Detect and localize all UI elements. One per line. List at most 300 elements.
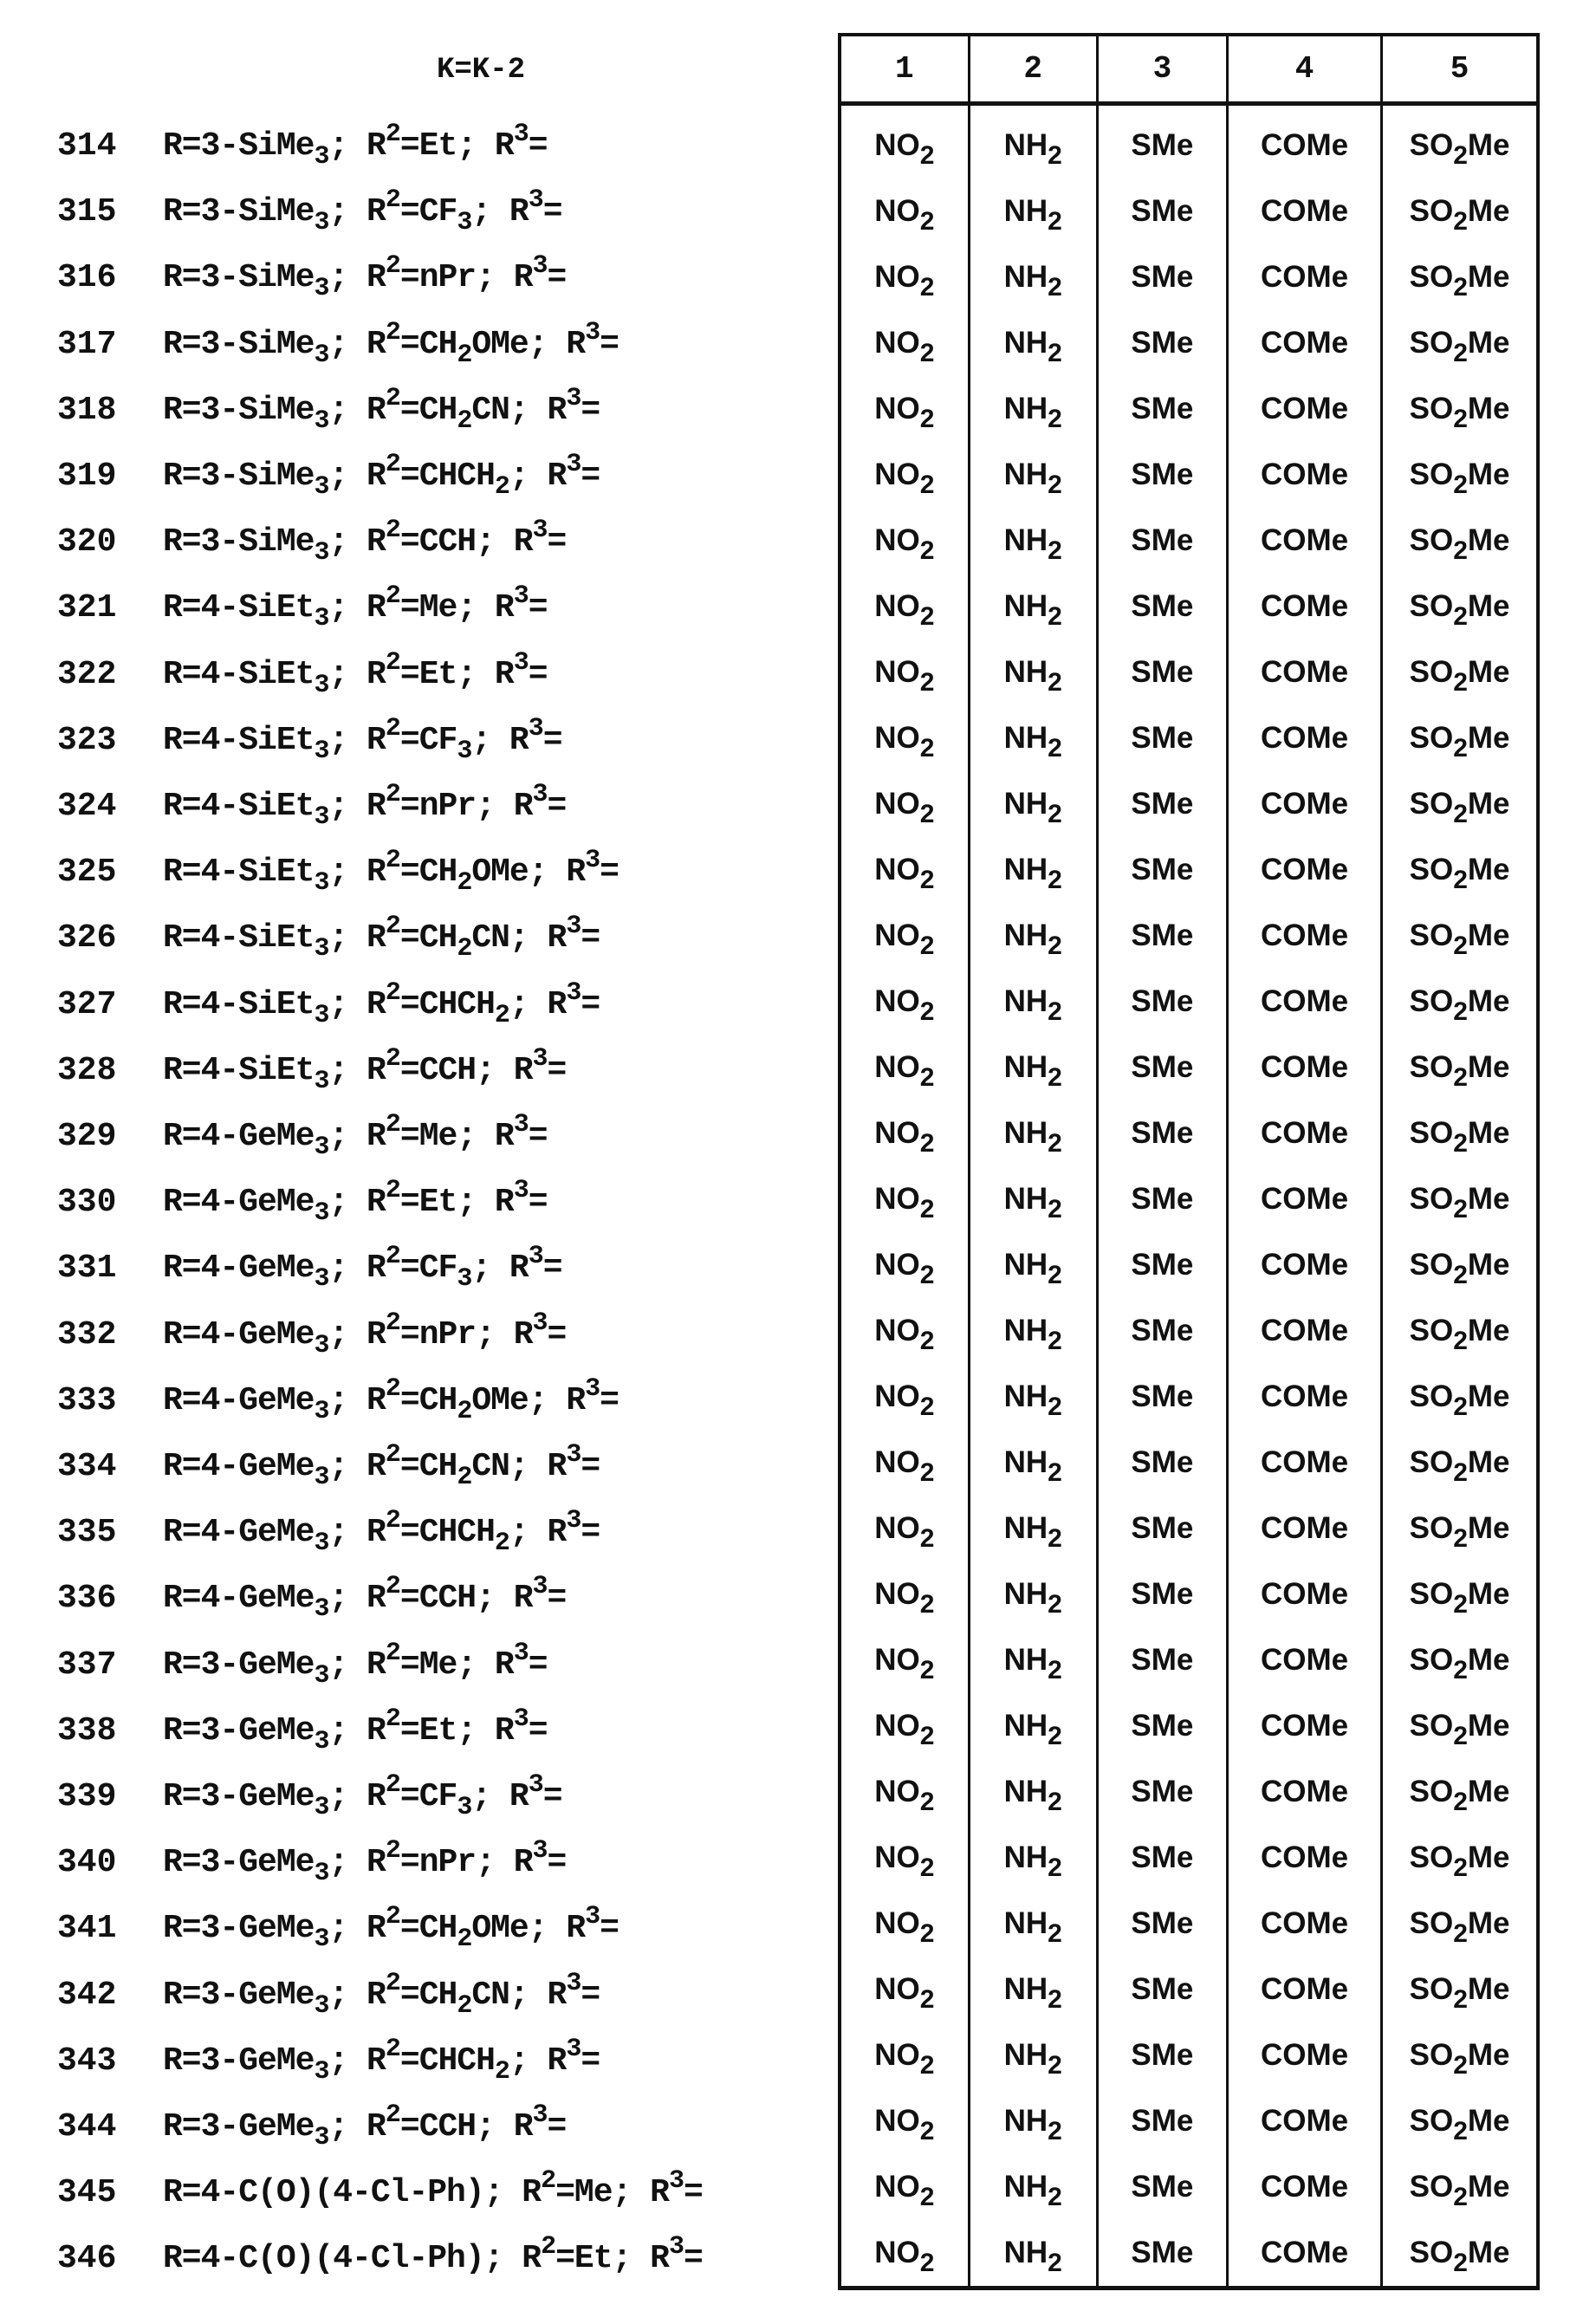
subscript: 2 xyxy=(494,1529,509,1559)
subscript: 2 xyxy=(1453,1985,1468,2014)
substituent-cell-1: $NO_2$ xyxy=(874,1577,935,1619)
substituent-cell-1: $NO_2$ xyxy=(874,919,935,960)
table-row xyxy=(840,1364,1538,1430)
compound-row xyxy=(0,2162,823,2228)
column-header-2: 2 xyxy=(969,35,1097,104)
subscript: 2 xyxy=(919,1129,935,1158)
subscript: 2 xyxy=(919,602,935,631)
compound-number: 314 xyxy=(57,127,117,165)
subscript: 3 xyxy=(314,802,329,832)
subscript: 2 xyxy=(1048,866,1062,894)
compound-formula: R=4-SiEt$_3$; $R^2=Et$; $R^3=$ xyxy=(163,647,548,700)
substituent-cell-4: COMe xyxy=(1227,1035,1381,1100)
column-header-5: 5 xyxy=(1382,35,1538,104)
subscript: 2 xyxy=(919,1985,935,2014)
superscript: 2 xyxy=(385,1836,400,1866)
compound-number: 323 xyxy=(57,721,117,759)
subscript: 2 xyxy=(1453,1327,1468,1355)
substituent-cell-2: $NH_2$ xyxy=(969,1693,1097,1759)
substituent-cell-2: $NH_2$ xyxy=(969,1759,1097,1825)
subscript: 2 xyxy=(919,1392,935,1421)
subscript: 2 xyxy=(919,2117,935,2145)
header-row xyxy=(840,35,1538,104)
superscript: 3 xyxy=(566,2034,581,2064)
subscript: 2 xyxy=(1453,1853,1468,1882)
superscript: 2 xyxy=(385,713,400,743)
compound-number: 329 xyxy=(57,1118,117,1155)
superscript: 2 xyxy=(385,450,400,479)
compound-number: 332 xyxy=(57,1315,117,1354)
table-row xyxy=(840,1693,1538,1759)
superscript: 3 xyxy=(513,581,529,612)
subscript: 2 xyxy=(919,1853,935,1882)
substituent-cell-3: SMe xyxy=(1097,179,1227,244)
substituent-cell-4: COMe xyxy=(1227,2088,1381,2154)
compound-row xyxy=(0,1568,823,1633)
table-row xyxy=(840,837,1538,903)
substituent-cell-1: $NO_2$ xyxy=(874,1314,935,1355)
substituent-cell-5: $SO_2Me$ xyxy=(1382,244,1538,310)
superscript: 3 xyxy=(585,317,600,347)
subscript: 2 xyxy=(1048,1919,1062,1948)
substituent-cell-5: $SO_2Me$ xyxy=(1382,1561,1538,1627)
compound-number: 317 xyxy=(57,325,117,363)
substituent-cell-2: $NH_2$ xyxy=(969,2220,1097,2288)
subscript: 2 xyxy=(1453,1195,1468,1224)
substituent-cell-1: $NO_2$ xyxy=(874,655,935,697)
compound-formula: R=4-GeMe$_3$; $R^2=CH_2OMe$; $R^3=$ xyxy=(163,1373,619,1426)
compound-formula: R=4-SiEt$_3$; $R^2=Me$; $R^3=$ xyxy=(163,581,548,634)
substituent-cell-5: $SO_2Me$ xyxy=(1382,1759,1538,1825)
substituent-cell-2: $NH_2$ xyxy=(969,639,1097,705)
substituent-cell-2: $NH_2$ xyxy=(969,2154,1097,2220)
subscript: 2 xyxy=(1048,1392,1062,1421)
substituent-cell-3: SMe xyxy=(1097,1693,1227,1759)
subscript: 2 xyxy=(1453,1129,1468,1158)
substituent-cell-3: SMe xyxy=(1097,1627,1227,1693)
substituent-cell-2: $NH_2$ xyxy=(969,1166,1097,1232)
subscript: 2 xyxy=(919,668,935,697)
substituent-cell-4: COMe xyxy=(1227,771,1381,837)
table-row xyxy=(840,376,1538,442)
compound-formula: R=3-SiMe$_3$; $R^2=CF_3$; $R^3=$ xyxy=(163,185,562,238)
substituent-cell-1: $NO_2$ xyxy=(874,589,935,631)
substituent-cell-1: $NO_2$ xyxy=(874,458,935,499)
substituent-cell-2: $NH_2$ xyxy=(969,1496,1097,1561)
substituent-cell-4: COMe xyxy=(1227,639,1381,705)
subscript: 3 xyxy=(314,1396,329,1426)
substituent-cell-5: $SO_2Me$ xyxy=(1382,969,1538,1035)
subscript: 2 xyxy=(1048,1458,1062,1487)
substituent-cell-3: SMe xyxy=(1097,2154,1227,2220)
subscript: 3 xyxy=(314,274,329,304)
compound-row xyxy=(0,1898,823,1964)
substituent-cell-5: $SO_2Me$ xyxy=(1382,837,1538,903)
compound-formula: R=4-SiEt$_3$; $R^2=CHCH_2$; $R^3=$ xyxy=(163,977,600,1030)
substituent-cell-5: $SO_2Me$ xyxy=(1382,1693,1538,1759)
compound-formula: R=4-GeMe$_3$; $R^2=Et$; $R^3=$ xyxy=(163,1176,548,1229)
subscript: 2 xyxy=(919,866,935,894)
substituent-cell-5: $SO_2Me$ xyxy=(1382,508,1538,574)
compound-number: 336 xyxy=(57,1580,117,1618)
compound-number: 330 xyxy=(57,1184,117,1222)
substituent-cell-2: $NH_2$ xyxy=(969,903,1097,969)
subscript: 2 xyxy=(1048,602,1062,631)
substituent-cell-3: SMe xyxy=(1097,2022,1227,2088)
compound-formula: R=4-SiEt$_3$; $R^2=nPr$; $R^3=$ xyxy=(163,780,567,832)
substituent-cell-2: $NH_2$ xyxy=(969,1825,1097,1891)
subscript: 3 xyxy=(314,1925,329,1955)
compound-number: 337 xyxy=(57,1646,117,1684)
table-row xyxy=(840,508,1538,574)
subscript: 2 xyxy=(919,800,935,828)
subscript: 3 xyxy=(314,868,329,899)
subscript: 2 xyxy=(919,273,935,302)
table-row xyxy=(840,1298,1538,1364)
subscript: 3 xyxy=(314,1000,329,1030)
subscript: 2 xyxy=(1048,2183,1062,2211)
superscript: 2 xyxy=(385,1440,400,1470)
subscript: 2 xyxy=(457,1925,472,1955)
superscript: 2 xyxy=(385,1638,400,1668)
compound-number: 342 xyxy=(57,1976,117,2014)
subscript: 2 xyxy=(1048,2249,1062,2277)
substituent-cell-3: SMe xyxy=(1097,310,1227,376)
table-title: K=K-2 xyxy=(436,54,526,87)
substituent-cell-5: $SO_2Me$ xyxy=(1382,1100,1538,1166)
subscript: 2 xyxy=(1048,2117,1062,2145)
subscript: 2 xyxy=(919,471,935,499)
substituent-cell-5: $SO_2Me$ xyxy=(1382,1364,1538,1430)
subscript: 2 xyxy=(1453,141,1468,170)
compound-formula: R=3-GeMe$_3$; $R^2=nPr$; $R^3=$ xyxy=(163,1836,567,1889)
superscript: 3 xyxy=(532,780,548,809)
substituent-cell-5: $SO_2Me$ xyxy=(1382,310,1538,376)
superscript: 2 xyxy=(385,977,400,1008)
compound-number: 335 xyxy=(57,1514,117,1552)
table-row xyxy=(840,1430,1538,1496)
superscript: 2 xyxy=(385,1572,400,1602)
compound-row xyxy=(0,1436,823,1502)
substituent-cell-4: COMe xyxy=(1227,1298,1381,1364)
substituent-cell-5: $SO_2Me$ xyxy=(1382,705,1538,771)
superscript: 3 xyxy=(585,1902,600,1932)
substituent-cell-2: $NH_2$ xyxy=(969,969,1097,1035)
compound-row xyxy=(0,1766,823,1832)
substituent-cell-2: $NH_2$ xyxy=(969,508,1097,574)
substituent-cell-2: $NH_2$ xyxy=(969,179,1097,244)
substituent-cell-5: $SO_2Me$ xyxy=(1382,2220,1538,2288)
substituent-cell-3: SMe xyxy=(1097,1891,1227,1957)
superscript: 2 xyxy=(385,1704,400,1734)
substituent-cell-4: COMe xyxy=(1227,837,1381,903)
superscript: 3 xyxy=(532,251,548,282)
subscript: 2 xyxy=(1453,2183,1468,2211)
substituent-cell-2: $NH_2$ xyxy=(969,1957,1097,2022)
subscript: 2 xyxy=(919,1327,935,1355)
superscript: 3 xyxy=(528,1770,543,1800)
table-row xyxy=(840,1100,1538,1166)
compound-formula: R=3-GeMe$_3$; $R^2=CHCH_2$; $R^3=$ xyxy=(163,2034,600,2087)
substituent-cell-1: $NO_2$ xyxy=(874,2104,935,2145)
substituent-cell-2: $NH_2$ xyxy=(969,1100,1097,1166)
subscript: 3 xyxy=(314,142,329,172)
substituent-cell-2: $NH_2$ xyxy=(969,1891,1097,1957)
substituent-cell-5: $SO_2Me$ xyxy=(1382,1957,1538,2022)
subscript: 2 xyxy=(1453,1063,1468,1092)
compound-number: 334 xyxy=(57,1448,117,1485)
superscript: 3 xyxy=(532,516,548,546)
substituent-cell-5: $SO_2Me$ xyxy=(1382,1891,1538,1957)
substituent-cell-1: $NO_2$ xyxy=(874,194,935,236)
subscript: 2 xyxy=(1048,471,1062,499)
subscript: 3 xyxy=(314,1330,329,1360)
compound-row xyxy=(0,974,823,1040)
compound-formula: R=4-GeMe$_3$; $R^2=CF_3$; $R^3=$ xyxy=(163,1242,562,1295)
subscript: 2 xyxy=(1048,932,1062,960)
compound-formula: R=3-SiMe$_3$; $R^2=nPr$; $R^3=$ xyxy=(163,251,567,304)
substituent-cell-3: SMe xyxy=(1097,639,1227,705)
superscript: 2 xyxy=(385,846,400,876)
substituent-cell-1: $NO_2$ xyxy=(874,2170,935,2211)
compound-row xyxy=(0,841,823,907)
compound-formula: R=4-SiEt$_3$; $R^2=CH_2OMe$; $R^3=$ xyxy=(163,846,619,899)
compound-row xyxy=(0,1700,823,1766)
subscript: 2 xyxy=(1048,536,1062,565)
substituent-cell-1: $NO_2$ xyxy=(874,1445,935,1487)
substituent-cell-2: $NH_2$ xyxy=(969,1298,1097,1364)
substituent-cell-3: SMe xyxy=(1097,705,1227,771)
compound-number: 327 xyxy=(57,985,117,1023)
substituent-cell-4: COMe xyxy=(1227,104,1381,179)
subscript: 3 xyxy=(314,1660,329,1691)
compound-row xyxy=(0,1832,823,1898)
compound-row xyxy=(0,577,823,643)
subscript: 2 xyxy=(1048,1985,1062,2014)
substituent-cell-3: SMe xyxy=(1097,1364,1227,1430)
superscript: 3 xyxy=(566,912,581,942)
compound-row xyxy=(0,1370,823,1436)
substituent-cell-5: $SO_2Me$ xyxy=(1382,376,1538,442)
superscript: 2 xyxy=(385,912,400,942)
compound-number: 316 xyxy=(57,259,117,297)
subscript: 2 xyxy=(919,1195,935,1224)
compound-formula: R=4-C(O)(4-Cl-Ph); $R^2=Me$; $R^3=$ xyxy=(163,2166,703,2212)
compound-formula: R=3-GeMe$_3$; $R^2=CF_3$; $R^3=$ xyxy=(163,1770,562,1822)
substituent-cell-1: $NO_2$ xyxy=(874,2038,935,2080)
subscript: 2 xyxy=(1453,471,1468,499)
compound-formula: R=3-SiMe$_3$; $R^2=CCH$; $R^3=$ xyxy=(163,516,567,568)
substituent-cell-2: $NH_2$ xyxy=(969,837,1097,903)
compound-formula: R=3-SiMe$_3$; $R^2=CH_2CN$; $R^3=$ xyxy=(163,383,600,436)
subscript: 2 xyxy=(1048,668,1062,697)
substituent-cell-4: COMe xyxy=(1227,2022,1381,2088)
substituent-cell-1: $NO_2$ xyxy=(874,1840,935,1882)
substituent-cell-4: COMe xyxy=(1227,1627,1381,1693)
superscript: 2 xyxy=(385,647,400,678)
superscript: 3 xyxy=(513,1638,529,1668)
compound-number: 341 xyxy=(57,1910,117,1948)
subscript: 3 xyxy=(314,1264,329,1295)
superscript: 3 xyxy=(668,2232,684,2262)
compound-formula: R=4-GeMe$_3$; $R^2=Me$; $R^3=$ xyxy=(163,1110,548,1162)
subscript: 3 xyxy=(314,1793,329,1822)
compound-formula: R=4-GeMe$_3$; $R^2=CCH$; $R^3=$ xyxy=(163,1572,567,1625)
substituent-cell-3: SMe xyxy=(1097,1232,1227,1298)
subscript: 2 xyxy=(457,340,472,370)
substituent-cell-2: $NH_2$ xyxy=(969,1561,1097,1627)
subscript: 2 xyxy=(457,406,472,436)
compound-formula: R=3-SiMe$_3$; $R^2=CHCH_2$; $R^3=$ xyxy=(163,450,600,502)
subscript: 3 xyxy=(314,1594,329,1625)
substituent-cell-4: COMe xyxy=(1227,1496,1381,1561)
compound-number: 343 xyxy=(57,2042,117,2080)
table-row xyxy=(840,2088,1538,2154)
compound-number: 315 xyxy=(57,193,117,231)
compound-formula: R=4-C(O)(4-Cl-Ph); $R^2=Et$; $R^3=$ xyxy=(163,2232,703,2278)
subscript: 2 xyxy=(1048,1327,1062,1355)
column-header-1: 1 xyxy=(840,35,969,104)
substituent-cell-2: $NH_2$ xyxy=(969,2088,1097,2154)
substituent-cell-1: $NO_2$ xyxy=(874,1116,935,1158)
table-row xyxy=(840,1035,1538,1100)
compound-row xyxy=(0,710,823,776)
subscript: 3 xyxy=(314,1529,329,1559)
substituent-cell-5: $SO_2Me$ xyxy=(1382,2154,1538,2220)
table-row xyxy=(840,2022,1538,2088)
superscript: 2 xyxy=(385,2100,400,2130)
substituent-cell-5: $SO_2Me$ xyxy=(1382,1430,1538,1496)
compound-number: 321 xyxy=(57,589,117,627)
substituent-cell-1: $NO_2$ xyxy=(874,1379,935,1421)
subscript: 2 xyxy=(1048,1063,1062,1092)
substituent-cell-4: COMe xyxy=(1227,442,1381,508)
subscript: 3 xyxy=(314,604,329,634)
subscript: 2 xyxy=(1048,997,1062,1026)
compound-number: 331 xyxy=(57,1250,117,1288)
substituent-cell-4: COMe xyxy=(1227,1100,1381,1166)
superscript: 2 xyxy=(385,1308,400,1338)
substituent-cell-4: COMe xyxy=(1227,1232,1381,1298)
subscript: 2 xyxy=(1048,273,1062,302)
subscript: 2 xyxy=(494,2056,509,2087)
subscript: 3 xyxy=(314,736,329,766)
superscript: 3 xyxy=(532,1043,548,1074)
compound-row xyxy=(0,115,823,181)
compound-number: 319 xyxy=(57,458,117,495)
compound-row xyxy=(0,644,823,710)
table-row xyxy=(840,1496,1538,1561)
substituent-cell-4: COMe xyxy=(1227,1364,1381,1430)
table-row xyxy=(840,1166,1538,1232)
superscript: 2 xyxy=(541,2166,556,2197)
superscript: 2 xyxy=(385,1373,400,1404)
substituent-cell-1: $NO_2$ xyxy=(874,1182,935,1224)
compound-formula: R=3-GeMe$_3$; $R^2=CH_2CN$; $R^3=$ xyxy=(163,1968,600,2021)
subscript: 2 xyxy=(1048,1788,1062,1816)
subscript: 3 xyxy=(314,208,329,238)
subscript: 3 xyxy=(314,340,329,370)
substituent-cell-1: $NO_2$ xyxy=(874,853,935,894)
substituent-cell-1: $NO_2$ xyxy=(874,2236,935,2277)
substituent-cell-1: $NO_2$ xyxy=(874,1643,935,1685)
table-row xyxy=(840,1232,1538,1298)
subscript: 2 xyxy=(919,141,935,170)
compound-row xyxy=(0,907,823,973)
table-row xyxy=(840,639,1538,705)
substituent-cell-5: $SO_2Me$ xyxy=(1382,442,1538,508)
subscript: 2 xyxy=(1453,734,1468,763)
subscript: 2 xyxy=(1048,2051,1062,2080)
superscript: 3 xyxy=(566,977,581,1008)
subscript: 2 xyxy=(919,1722,935,1750)
substituent-cell-3: SMe xyxy=(1097,1496,1227,1561)
superscript: 3 xyxy=(513,647,529,678)
subscript: 2 xyxy=(1453,1392,1468,1421)
substituent-cell-1: $NO_2$ xyxy=(874,1709,935,1750)
table-row xyxy=(840,104,1538,179)
table-row xyxy=(840,574,1538,639)
subscript: 2 xyxy=(1048,339,1062,367)
subscript: 2 xyxy=(1048,1129,1062,1158)
subscript: 2 xyxy=(1048,405,1062,433)
substituent-cell-5: $SO_2Me$ xyxy=(1382,179,1538,244)
subscript: 2 xyxy=(919,536,935,565)
superscript: 3 xyxy=(566,383,581,413)
subscript: 3 xyxy=(314,1066,329,1096)
substituent-cell-4: COMe xyxy=(1227,969,1381,1035)
subscript: 3 xyxy=(314,1133,329,1162)
compound-row xyxy=(0,2030,823,2096)
subscript: 2 xyxy=(919,339,935,367)
compound-row xyxy=(0,1304,823,1370)
substituent-cell-1: $NO_2$ xyxy=(874,984,935,1026)
subscript: 2 xyxy=(1453,1788,1468,1816)
table-row xyxy=(840,705,1538,771)
superscript: 3 xyxy=(668,2166,684,2197)
subscript: 2 xyxy=(1453,1590,1468,1619)
subscript: 2 xyxy=(919,1590,935,1619)
subscript: 2 xyxy=(1453,2249,1468,2277)
table-row xyxy=(840,1561,1538,1627)
superscript: 3 xyxy=(566,1968,581,1998)
subscript: 2 xyxy=(1048,1656,1062,1685)
substituent-cell-4: COMe xyxy=(1227,1891,1381,1957)
substituent-cell-3: SMe xyxy=(1097,574,1227,639)
substituent-cell-1: $NO_2$ xyxy=(874,1775,935,1816)
substituent-cell-2: $NH_2$ xyxy=(969,2022,1097,2088)
superscript: 2 xyxy=(385,1968,400,1998)
compound-number: 322 xyxy=(57,655,117,693)
superscript: 2 xyxy=(385,1506,400,1536)
substituent-cell-4: COMe xyxy=(1227,508,1381,574)
subscript: 2 xyxy=(919,1524,935,1553)
superscript: 3 xyxy=(513,120,529,149)
compound-formula: R=4-SiEt$_3$; $R^2=CCH$; $R^3=$ xyxy=(163,1043,567,1096)
compound-formula: R=4-GeMe$_3$; $R^2=CHCH_2$; $R^3=$ xyxy=(163,1506,600,1559)
superscript: 3 xyxy=(513,1176,529,1206)
superscript: 3 xyxy=(528,1242,543,1272)
superscript: 2 xyxy=(385,383,400,413)
compound-row xyxy=(0,380,823,445)
substituent-cell-4: COMe xyxy=(1227,903,1381,969)
substituent-cell-4: COMe xyxy=(1227,1561,1381,1627)
substituent-cell-2: $NH_2$ xyxy=(969,244,1097,310)
compound-number: 328 xyxy=(57,1051,117,1089)
subscript: 3 xyxy=(314,670,329,700)
subscript: 2 xyxy=(919,932,935,960)
superscript: 2 xyxy=(385,1770,400,1800)
